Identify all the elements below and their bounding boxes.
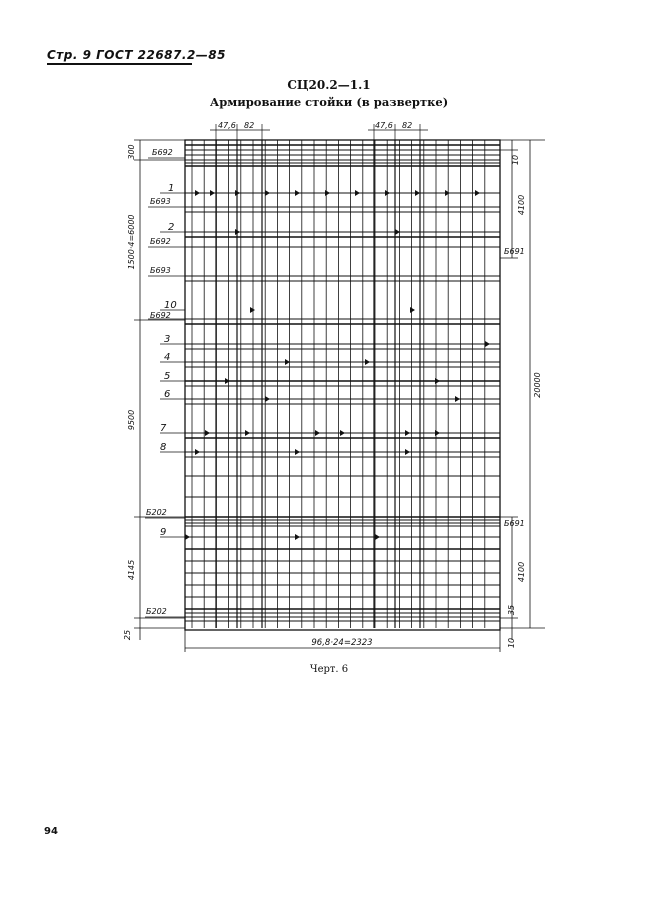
right-dim-10-bottom: 10 [507, 637, 516, 649]
arrow-mark [435, 378, 440, 384]
mark-b692-3: Б692 [150, 311, 171, 320]
top-dim-82-right: 82 [402, 121, 413, 130]
position-7: 7 [160, 423, 167, 434]
position-2: 2 [168, 222, 175, 233]
arrow-mark [295, 449, 300, 455]
bar-arrows [185, 190, 490, 540]
arrow-mark [475, 190, 480, 196]
arrow-mark [365, 359, 370, 365]
arrow-mark [355, 190, 360, 196]
arrow-mark [195, 190, 200, 196]
arrow-mark [295, 534, 300, 540]
position-1: 1 [168, 183, 175, 194]
arrow-mark [295, 190, 300, 196]
mark-leaders [145, 158, 185, 617]
arrow-mark [485, 341, 490, 347]
arrow-mark [265, 190, 270, 196]
arrow-mark [445, 190, 450, 196]
mark-b202-1: Б202 [146, 508, 167, 517]
arrow-mark [325, 190, 330, 196]
arrow-mark [195, 449, 200, 455]
arrow-mark [225, 378, 230, 384]
arrow-mark [245, 430, 250, 436]
right-mark-b691-bottom: Б691 [504, 519, 525, 528]
right-dim-4100-bottom: 4100 [517, 561, 526, 583]
position-9: 9 [160, 527, 167, 538]
arrow-mark [415, 190, 420, 196]
drawing-frame [185, 140, 500, 630]
arrow-mark [455, 396, 460, 402]
arrow-mark [315, 430, 320, 436]
mark-b692-1: Б692 [152, 148, 173, 157]
arrow-mark [265, 396, 270, 402]
mark-b202-2: Б202 [146, 607, 167, 616]
position-6: 6 [164, 389, 171, 400]
drawing-subtitle: Армирование стойки (в развертке) [209, 95, 449, 109]
position-8: 8 [160, 442, 167, 453]
top-dim-47-left: 47,6 [218, 121, 236, 130]
bottom-dim: 96,8·24=2323 [311, 638, 373, 648]
left-dim-6000: 1500·4=6000 [127, 214, 136, 270]
top-dim-lines [210, 124, 428, 145]
right-dim-35: 35 [507, 604, 516, 616]
right-dim-10: 10 [511, 154, 520, 166]
arrow-mark [210, 190, 215, 196]
position-5: 5 [164, 371, 171, 382]
arrow-mark [250, 307, 255, 313]
left-dim-300: 300 [127, 144, 136, 160]
right-mark-b691-top: Б691 [504, 247, 525, 256]
arrow-mark [435, 430, 440, 436]
mark-b692-2: Б692 [150, 237, 171, 246]
horizontal-bars [185, 145, 500, 621]
figure-caption: Черт. 6 [309, 664, 349, 675]
left-dim-4145: 4145 [127, 559, 136, 581]
position-4: 4 [164, 352, 171, 363]
position-10: 10 [164, 300, 177, 311]
arrow-mark [410, 307, 415, 313]
arrow-mark [185, 534, 190, 540]
arrow-mark [340, 430, 345, 436]
vertical-bars [192, 140, 485, 628]
left-dim-9500: 9500 [127, 409, 136, 431]
position-3: 3 [164, 334, 171, 345]
left-dim-25: 25 [123, 629, 132, 641]
page-number: 94 [44, 826, 58, 837]
right-dim-20000: 20000 [533, 372, 542, 398]
arrow-mark [405, 430, 410, 436]
top-dim-82-left: 82 [244, 121, 255, 130]
page-header: Стр. 9 ГОСТ 22687.2—85 [47, 48, 226, 62]
drawing-title: СЦ20.2—1.1 [287, 78, 371, 92]
mark-b693-2: Б693 [150, 266, 171, 275]
right-dim-4100-top: 4100 [517, 194, 526, 216]
top-dim-47-right: 47,6 [375, 121, 393, 130]
mark-b693-1: Б693 [150, 197, 171, 206]
arrow-mark [405, 449, 410, 455]
arrow-mark [205, 430, 210, 436]
left-dim-ticks [134, 140, 185, 628]
arrow-mark [375, 534, 380, 540]
